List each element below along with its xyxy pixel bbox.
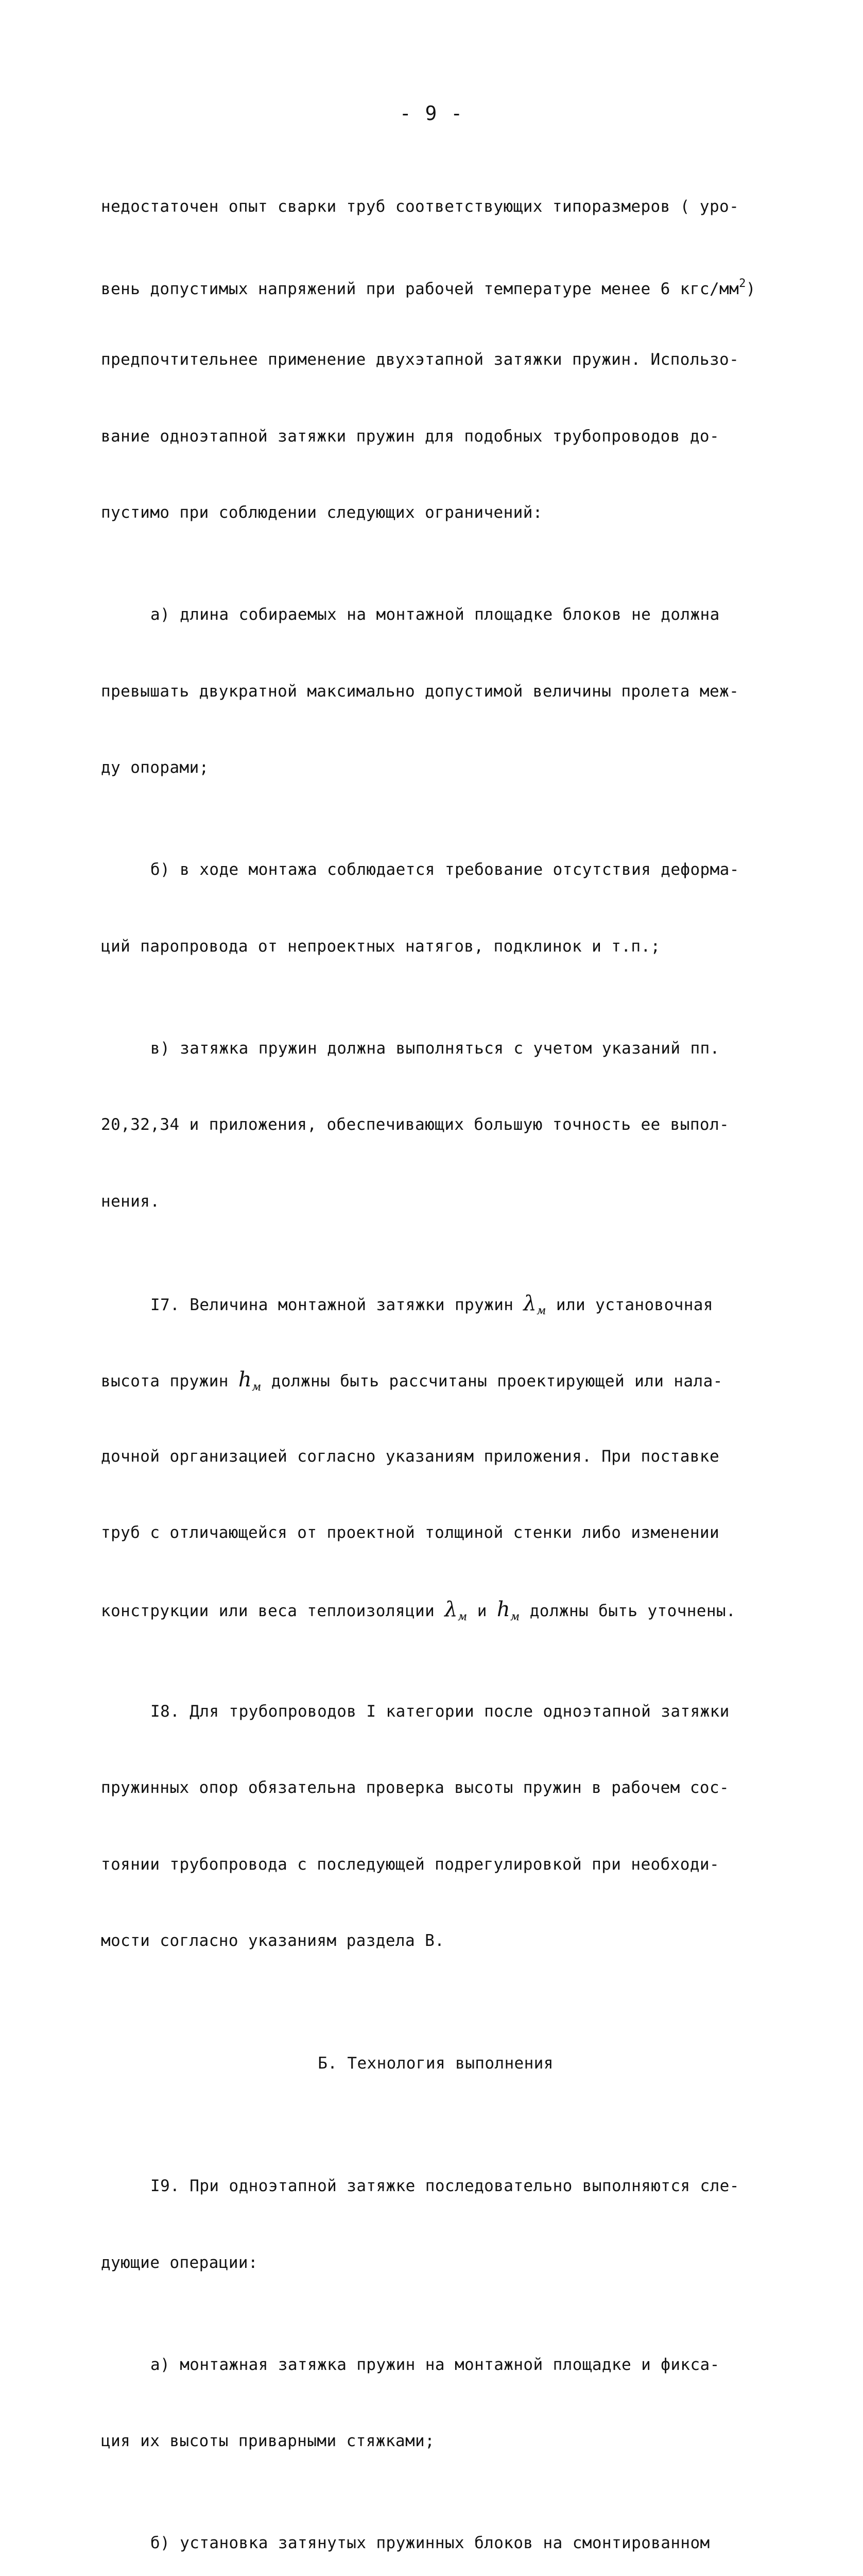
- text-line: недостаточен опыт сварки труб соответствующих типоразмеров ( уро-: [101, 197, 739, 216]
- text-line: труб с отличающейся от проектной толщиной стенки либо изменении: [101, 1523, 720, 1542]
- page-number: - 9 -: [399, 102, 464, 125]
- text-line: предпочтительнее применение двухэтапной затяжки пружин. Использо-: [101, 350, 739, 369]
- text-segment: высота пружин: [101, 1372, 238, 1391]
- section-heading: Б. Технология выполнения: [318, 2054, 554, 2073]
- text-line: [101, 1597, 770, 1623]
- step-item-a: а) монтажная затяжка пружин на монтажной площадке и фикса-: [150, 2355, 720, 2374]
- h-symbol: h: [238, 1368, 252, 1392]
- text-line: превышать двукратной максимально допустимой величины пролета меж-: [101, 682, 739, 701]
- paragraph-17-first-line: [101, 1291, 770, 1317]
- paragraph-19-first-line: I9. При одноэтапной затяжке последовательно выполняются сле-: [150, 2177, 739, 2195]
- text-line: [101, 1367, 770, 1393]
- text-segment: и: [467, 1601, 497, 1620]
- subscript: м: [510, 1610, 520, 1623]
- text-line: дующие операции:: [101, 2253, 258, 2272]
- list-item-v: в) затяжка пружин должна выполняться с учетом указаний пп.: [150, 1039, 720, 1058]
- text-line: вание одноэтапной затяжки пружин для подобных трубопроводов до-: [101, 427, 720, 446]
- subscript: м: [458, 1610, 468, 1623]
- text-segment: должны быть рассчитаны проектирующей или нала-: [261, 1372, 723, 1391]
- list-item-a: а) длина собираемых на монтажной площадке блоков не должна: [150, 605, 720, 624]
- text-line: нения.: [101, 1192, 160, 1211]
- text-line: ций паропровода от непроектных натягов, подклинок и т.п.;: [101, 937, 661, 956]
- text-line: пружинных опор обязательна проверка высоты пружин в рабочем сос-: [101, 1778, 730, 1797]
- text-segment: конструкции или веса теплоизоляции: [101, 1601, 445, 1620]
- text-line: дочной организацией согласно указаниям приложения. При поставке: [101, 1447, 720, 1466]
- text-line: тоянии трубопровода с последующей подрегулировкой при необходи-: [101, 1855, 720, 1874]
- text-line: ду опорами;: [101, 758, 209, 777]
- text-line: пустимо при соблюдении следующих ограничений:: [101, 503, 543, 522]
- text-line: 20,32,34 и приложения, обеспечивающих большую точность ее выпол-: [101, 1115, 730, 1134]
- superscript: 2: [739, 277, 746, 290]
- text-line: мости согласно указаниям раздела В.: [101, 1931, 445, 1950]
- document-body: [101, 143, 770, 2576]
- text-line: ция их высоты приварными стяжками;: [101, 2432, 435, 2450]
- text-segment: ): [746, 279, 756, 298]
- text-segment: I7. Величина монтажной затяжки пружин: [150, 1295, 524, 1314]
- lambda-symbol: λ: [444, 1597, 458, 1621]
- text-segment: должны быть уточнены.: [520, 1601, 736, 1620]
- text-line: [101, 271, 770, 297]
- step-item-b: б) установка затянутых пружинных блоков на смонтированном: [150, 2534, 710, 2552]
- list-item-b: б) в ходе монтажа соблюдается требование отсутствия деформа-: [150, 860, 739, 879]
- paragraph-18-first-line: I8. Для трубопроводов I категории после одноэтапной затяжки: [150, 1702, 730, 1721]
- text-segment: вень допустимых напряжений при рабочей температуре менее 6 кгс/мм: [101, 279, 739, 298]
- text-segment: или установочная: [546, 1295, 713, 1314]
- lambda-symbol: λ: [523, 1291, 537, 1315]
- h-symbol: h: [496, 1597, 511, 1621]
- subscript: м: [537, 1304, 546, 1317]
- subscript: м: [252, 1381, 262, 1394]
